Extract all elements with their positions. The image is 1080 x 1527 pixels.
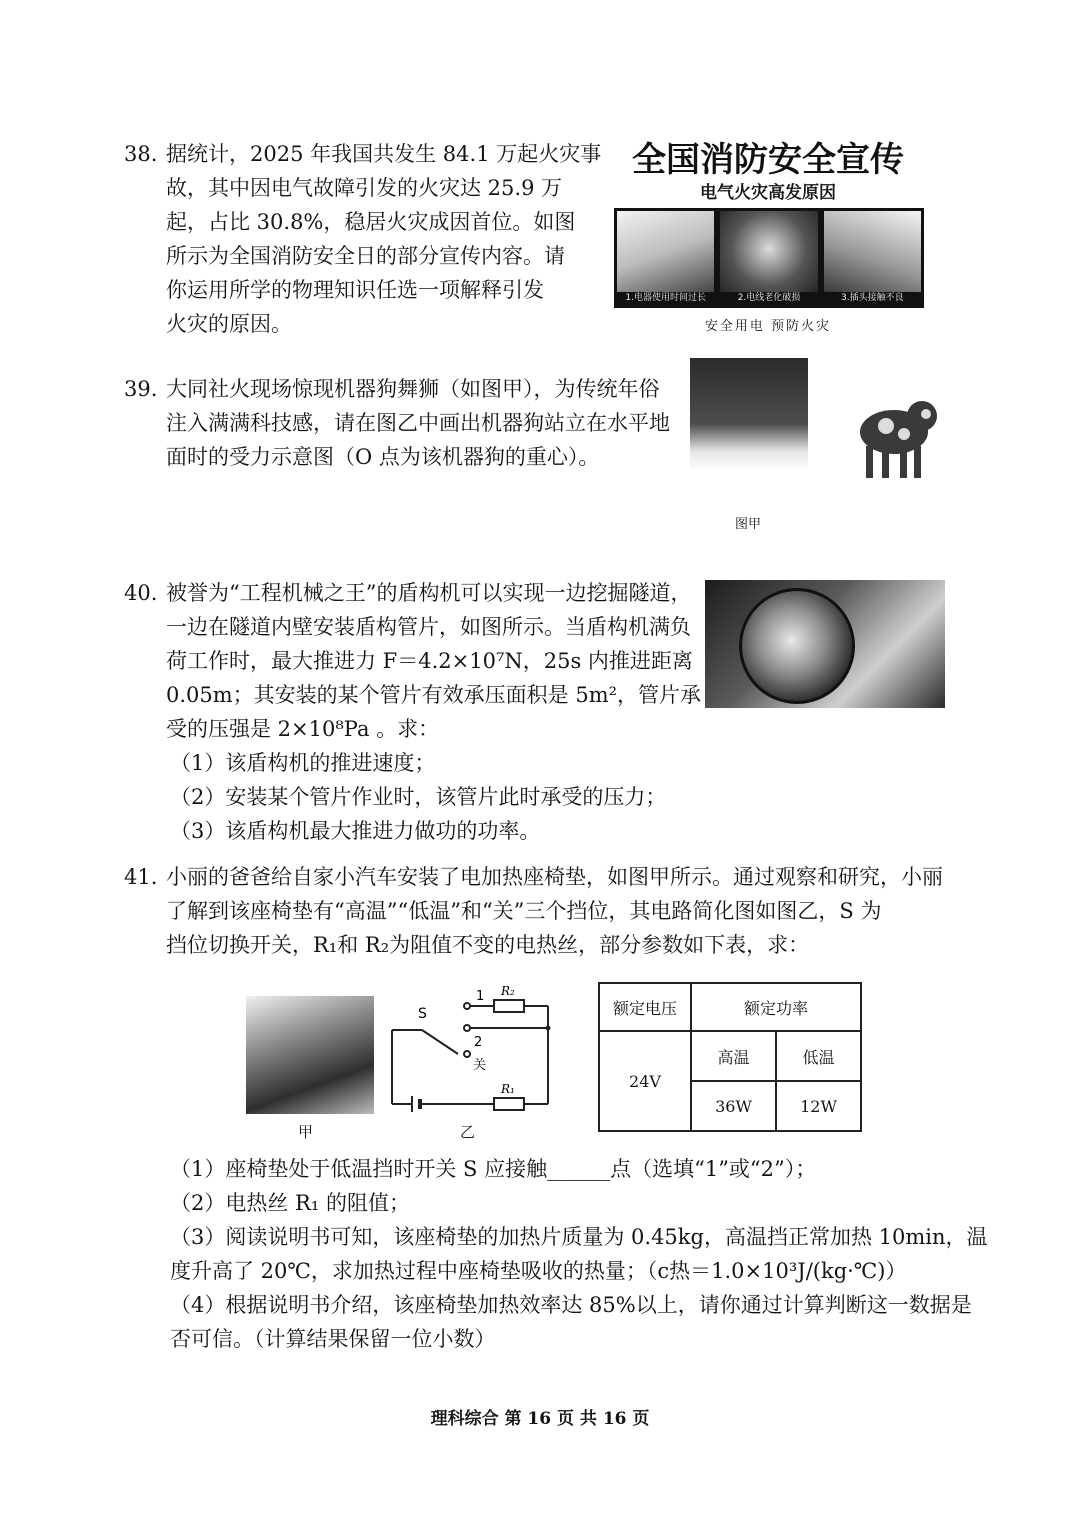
question-number: 40. [124,581,158,605]
question-text-line: 所示为全国消防安全日的部分宣传内容。请 [166,244,565,268]
question-41-subs [170,1152,990,1356]
voltage-value: 24V [599,1031,691,1131]
power-header: 额定功率 [691,983,861,1031]
seat-cushion-photo [246,996,374,1114]
question-text-line: 故，其中因电气故障引发的火灾达 25.9 万 [166,176,563,200]
figure-caption-jia: 甲 [298,1123,314,1141]
sub-question: （3）该盾构机最大推进力做功的功率。 [170,819,541,843]
question-text-line: 一边在隧道内壁安装盾构管片，如图所示。当盾构机满负 [166,615,691,639]
figure-caption: 图甲 [735,517,762,532]
poster-panel [824,211,921,305]
question-number: 39. [124,377,158,401]
question-text-line: 起，占比 30.8%，稳居火灾成因首位。如图 [166,210,576,234]
poster-subtitle: 电气火灾高发原因 [700,183,836,203]
robot-dog-figure [836,390,946,490]
question-text-line: 小丽的爸爸给自家小汽车安装了电加热座椅垫，如图甲所示。通过观察和研究，小丽 [166,865,943,889]
sub-question: （2）电热丝 R₁ 的阻值； [170,1191,410,1215]
cutter-head [739,588,855,704]
contact-1-label: 1 [476,989,485,1004]
question-text-line: 受的压强是 2×10⁸Pa 。求： [166,717,440,741]
question-number: 38. [124,142,158,166]
switch-label: S [418,1006,427,1022]
question-text-line: 被誉为“工程机械之王”的盾构机可以实现一边挖掘隧道， [166,581,692,605]
spec-table [598,982,862,1132]
page-footer: 理科综合 第 16 页 共 16 页 [430,1409,650,1429]
question-text-line: 你运用所学的物理知识任选一项解释引发 [166,278,544,302]
off-label: 关 [473,1058,487,1073]
question-text-line: 挡位切换开关，R₁和 R₂为阻值不变的电热丝，部分参数如下表，求： [166,933,810,957]
low-power-value: 12W [776,1081,861,1131]
contact-2-label: 2 [474,1035,483,1050]
question-text-line: 0.05m；其安装的某个管片有效承压面积是 5m²，管片承 [166,683,702,707]
sub-question: （2）安装某个管片作业时，该管片此时承受的压力； [170,785,667,809]
high-power-value: 36W [691,1081,776,1131]
poster-panel-label: 3.插头接触不良 [824,292,921,305]
r1-label: R₁ [501,1082,515,1096]
robot-dog-lion-dance-photo [690,358,808,468]
sub-question: （1）该盾构机的推进速度； [170,751,436,775]
question-text-line: 大同社火现场惊现机器狗舞狮（如图甲），为传统年俗 [166,377,660,401]
sub-question: 否可信。（计算结果保留一位小数） [170,1327,496,1351]
sub-question: （4）根据说明书介绍，该座椅垫加热效率达 85%以上，请你通过计算判断这一数据是 [170,1293,972,1317]
question-text-line: 荷工作时，最大推进力 F＝4.2×10⁷N，25s 内推进距离 [166,649,693,673]
sub-question: （1）座椅垫处于低温挡时开关 S 应接触______点（选填“1”或“2”）； [170,1157,817,1181]
low-temp-header: 低温 [776,1031,861,1081]
poster-panel-label: 1.电器使用时间过长 [617,292,714,305]
question-text-line: 了解到该座椅垫有“高温”“低温”和“关”三个挡位，其电路简化图如图乙，S 为 [166,899,882,923]
high-temp-header: 高温 [691,1031,776,1081]
question-number: 41. [124,865,158,889]
poster-panel [617,211,714,305]
question-39 [124,372,684,474]
question-text-line: 注入满满科技感，请在图乙中画出机器狗站立在水平地 [166,411,670,435]
figure-caption-yi: 乙 [460,1123,476,1141]
poster-panels [614,208,924,308]
circuit-diagram [384,982,564,1132]
shield-tunneling-machine-photo [705,580,945,708]
r2-label: R₂ [501,984,515,998]
poster-panel [720,211,817,305]
question-text-line: 据统计，2025 年我国共发生 84.1 万起火灾事 [166,142,602,166]
voltage-header: 额定电压 [599,983,691,1031]
poster-caption: 安全用电 预防火灾 [704,319,832,334]
sub-question: （3）阅读说明书可知，该座椅垫的加热片质量为 0.45kg，高温挡正常加热 10min，温 [170,1225,988,1249]
poster-panel-label: 2.电线老化破损 [720,292,817,305]
fire-safety-poster [610,138,926,338]
question-text-line: 面时的受力示意图（O 点为该机器狗的重心）。 [166,445,600,469]
sub-question: 度升高了 20℃，求加热过程中座椅垫吸收的热量；（c热＝1.0×10³J/(kg·℃)） [170,1259,907,1283]
poster-title: 全国消防安全宣传 [632,140,904,180]
question-41 [124,860,964,962]
question-40 [124,576,714,848]
question-text-line: 火灾的原因。 [166,312,292,336]
question-38 [124,137,602,341]
